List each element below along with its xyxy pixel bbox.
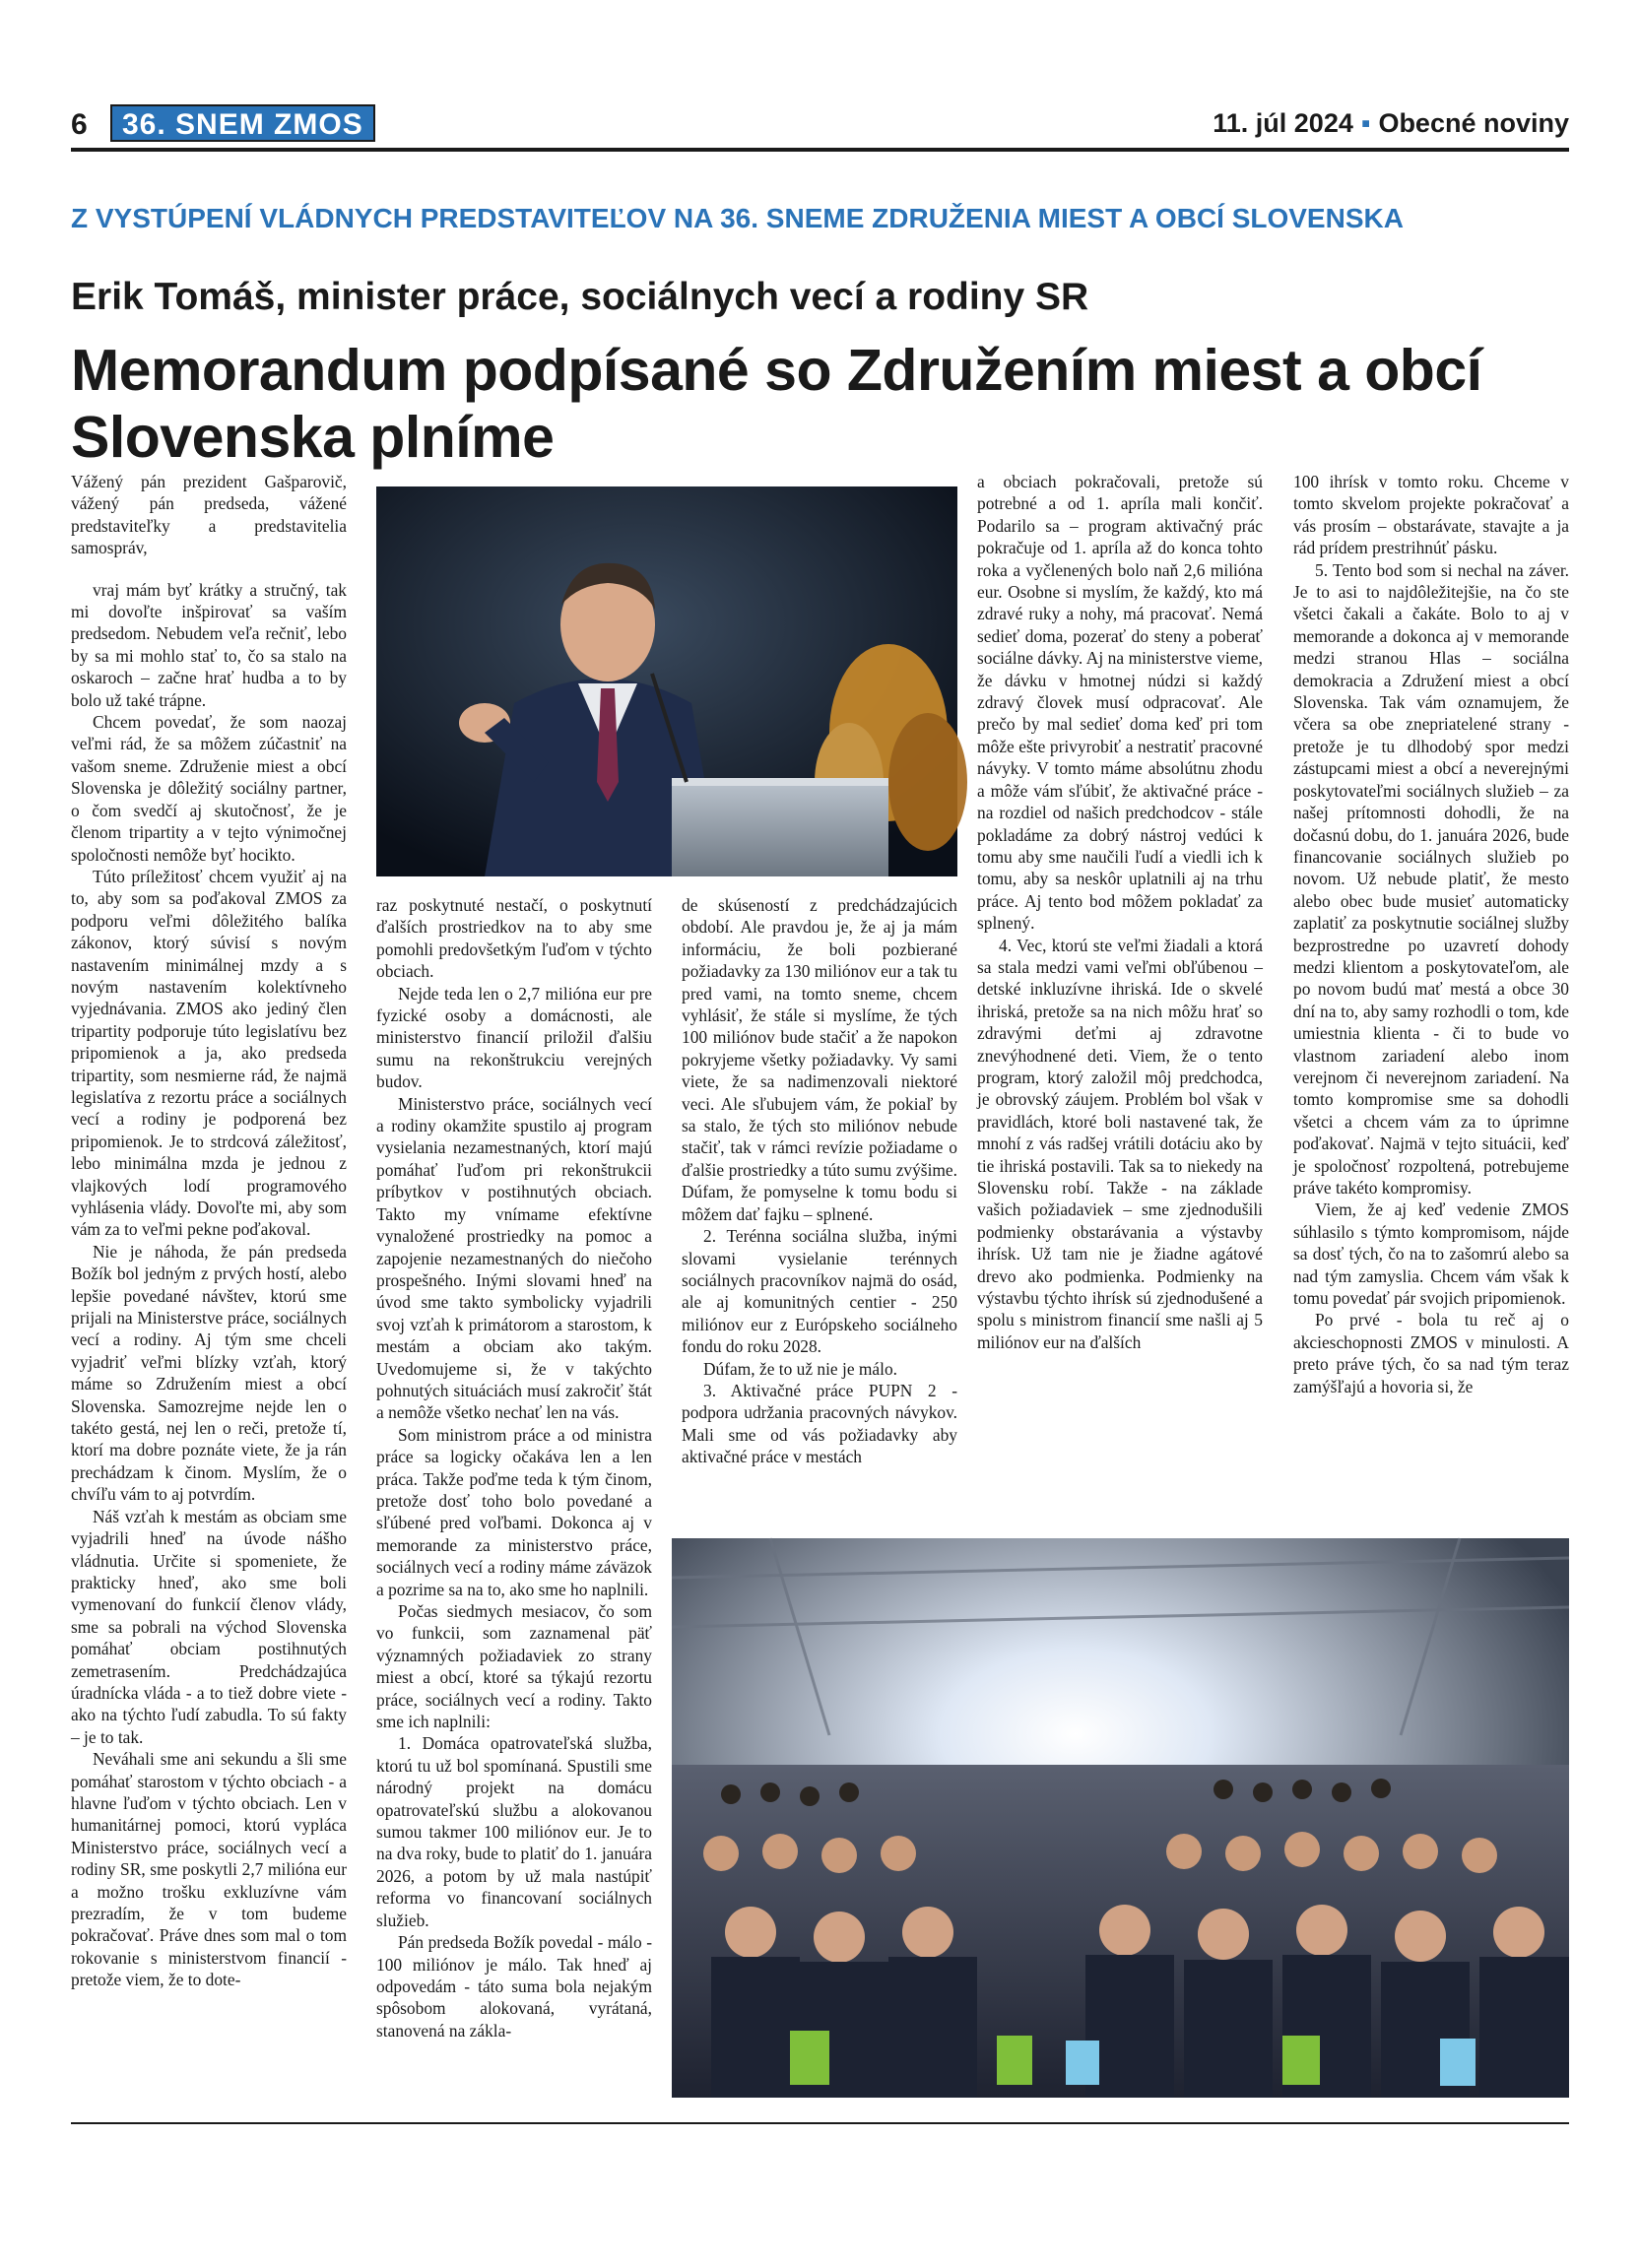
paragraph: raz poskytnuté nestačí, o poskytnutí ďalších prostriedkov na to aby sme pomohli predovšetkým ľuďom v týchto obciach. bbox=[376, 895, 652, 982]
paragraph: Som ministrom práce a od ministra práce sa logicky očakáva len a len práca. Takže poďme teda k tým činom, pretože dosť toho bolo povedané a sľúbené pred voľbami. Dokonca aj v memorande za ministerstvo práce, sociálnych vecí a rodiny máme záväzok a pozrime sa na to, ako sme ho naplnili. bbox=[376, 1424, 652, 1599]
paragraph: Nejde teda len o 2,7 milióna eur pre fyzické osoby a domácnosti, ale ministerstvo financií priložil ďalšiu sumu na rekonštrukciu verejných budov. bbox=[376, 983, 652, 1092]
issue-info bbox=[1213, 108, 1569, 139]
paragraph: Dúfam, že to už nie je málo. bbox=[703, 1358, 898, 1379]
column-3 bbox=[682, 894, 957, 1524]
article-kicker: Z VYSTÚPENÍ VLÁDNYCH PREDSTAVITEĽOV NA 36. SNEME ZDRUŽENIA MIEST A OBCÍ SLOVENSKA bbox=[71, 203, 1404, 233]
issue-date: 11. júl 2024 bbox=[1213, 108, 1353, 138]
paragraph: 1. Domáca opatrovateľská služba, ktorú tu už bol spomínaná. Spustili sme národný projekt na domácu opatrovateľskú službu a alokovanou sumou takmer 100 miliónov eur. Je to na dva roky, bude to platiť do 1. januára 2026, a potom by už mala nastúpiť reforma vo financovaní sociálnych služieb. bbox=[376, 1733, 652, 1930]
paragraph: 5. Tento bod som si nechal na záver. Je to asi to najdôležitejšie, na čo ste všetci čakali a čakáte. Bolo to aj v memorande a dokonca aj v memorande medzi stranou Hlas – sociálna demokracia a Združení miest a obcí Slovenska. Tak vám oznamujem, že včera sa obe znepriatelené strany - pretože je tu dlhodobý spor medzi zástupcami miest a obcí a neverejnými poskytovateľmi sociálnych služieb – za našej prítomnosti dohodli, že na dočasnú dobu, do 1. januára 2026, bude financovanie sociálnych služieb po novom. Už nebude platiť, že mesto alebo obec bude musieť automaticky zaplatiť za poskytnutie sociálnej služby bezprostredne po uzavretí dohody medzi klientom a poskytovateľom, ale po novom budú mať mestá a obce 30 dní na to, aby samy rozhodli o tom, kde umiestnia klienta - či to bude vo vlastnom zariadení alebo inom verejnom či neverejnom zariadení. Na tomto kompromise sme sa dohodli všetci a chcem vám za to úprimne poďakovať. Najmä v tejto situácii, keď je spoločnosť rozpoltená, potrebujeme práve takéto kompromisy. bbox=[1293, 559, 1569, 1198]
paragraph: Po prvé - bola tu reč aj o akcieschopnosti ZMOS v minulosti. A preto práve tých, čo sa nad tým teraz zamýšľajú a hovoria si, že bbox=[1293, 1310, 1569, 1396]
column-1 bbox=[71, 471, 347, 2096]
paragraph: Neváhali sme ani sekundu a šli sme pomáhať starostom v týchto obciach - a hlavne ľuďom v týchto obciach. Len v humanitárnej pomoci, ktorú vypláca Ministerstvo práce, sociálnych vecí a rodiny SR, sme poskytli 2,7 milióna eur a možno trošku exkluzívne vám prezradím, že v tom budeme pokračovať. Práve dnes som mal o tom rokovanie s ministerstvom financií - pretože viem, že to dote- bbox=[71, 1749, 347, 1990]
speaker-photo bbox=[376, 486, 957, 876]
paragraph: Počas siedmych mesiacov, čo som vo funkcii, som zaznamenal päť významných požiadaviek zo strany miest a obcí, ktoré sa týkajú rezortu práce, sociálnych vecí a rodiny. Takto sme ich naplnili: bbox=[376, 1601, 652, 1732]
separator-dot: ▪ bbox=[1360, 108, 1371, 138]
paragraph: vraj mám byť krátky a stručný, tak mi dovoľte inšpirovať sa vaším predsedom. Nebudem veľa rečniť, lebo by sa mi mohlo stať to, čo sa stalo na oskaroch – začne hrať hudba a to by bolo už také trápne. bbox=[71, 579, 347, 710]
paragraph: Náš vzťah k mestám as obciam sme vyjadrili hneď na úvode nášho vládnutia. Určite si spomeniete, že prakticky hneď, ako sme boli vymenovaní do funkcií členov vlády, sme sa pobrali na východ Slovenska pomáhať obciam postihnutých zemetrasením. Predchádzajúca úradnícka vláda - a to tiež dobre viete - ako na týchto ľudí zabudla. To sú fakty – je to tak. bbox=[71, 1506, 347, 1747]
header-rule bbox=[71, 148, 1569, 152]
article-headline: Memorandum podpísané so Združením miest a obcí Slovenska plníme bbox=[71, 338, 1482, 470]
column-2 bbox=[376, 894, 652, 2041]
publication-name: Obecné noviny bbox=[1378, 108, 1569, 138]
audience-photo bbox=[672, 1538, 1569, 2098]
paragraph: 100 ihrísk v tomto roku. Chceme v tomto skvelom projekte pokračovať a vás prosím – obstarávate, stavajte a ja rád prídem prestrihnúť pásku. bbox=[1293, 472, 1569, 558]
paragraph: 4. Vec, ktorú ste veľmi žiadali a ktorá sa stala medzi vami veľmi obľúbenou – detské inkluzívne ihriská. Ide o skvelé ihriská, pretože sa na nich môžu hrať so zdravými deťmi aj zdravotne znevýhodnené deti. Viem, že o tento program, ktorý založil môj predchodca, je obrovský záujem. Problém bol však v pravidlách, ktoré boli nastavené tak, že mnohí z vás radšej vrátili dotáciu ako by tie ihriská postavili. Tak sa to niekedy na Slovensku robí. Takže - na základe vašich požiadaviek – sme zjednodušili podmienky obstarávania a výstavby ihrísk. Už tam nie je žiadne agátové drevo ako podmienka. Podmienky na výstavbu týchto ihrísk sú zjednodušené a spolu s ministrom financií sme našli aj 5 miliónov eur na ďalších bbox=[977, 935, 1263, 1352]
paragraph: Chcem povedať, že som naozaj veľmi rád, že sa môžem zúčastniť na vašom sneme. Združenie miest a obcí Slovenska je dôležitý sociálny partner, o čom svedčí aj skutočnosť, že je členom tripartity a v tejto výnimočnej spoločnosti nemôže byť hocikto. bbox=[71, 712, 347, 865]
paragraph: 2. Terénna sociálna služba, inými slovami vysielanie terénnych sociálnych pracovníkov najmä do osád, ale aj komunitných centier - 250 miliónov eur z Európskeho sociálneho fondu do roku 2028. bbox=[682, 1226, 957, 1357]
paragraph: Vážený pán prezident Gašparovič, vážený pán predseda, vážené predstaviteľky a predstavitelia samospráv, bbox=[71, 472, 347, 558]
section-label: 36. SNEM ZMOS bbox=[110, 104, 375, 142]
paragraph: 3. Aktivačné práce PUPN 2 - podpora udržania pracovných návykov. Mali sme od vás požiadavky aby aktivačné práce v mestách bbox=[682, 1380, 957, 1467]
column-5 bbox=[1293, 471, 1569, 1524]
paragraph: Nie je náhoda, že pán predseda Božík bol jedným z prvých hostí, alebo lepšie povedané návštev, ktorú sme prijali na Ministerstve práce, sociálnych vecí a rodiny. Aj tým sme chceli vyjadriť veľmi blízky vzťah, ktorý máme so Združením miest a obcí Slovenska. Samozrejme nejde len o takéto gestá, nej len o reči, pretože tí, ktorí ma dobre poznáte viete, že ja rán prechádzam k činom. Myslím, že o chvíľu vám to aj potvrdím. bbox=[71, 1241, 347, 1505]
column-4 bbox=[977, 471, 1263, 1524]
paragraph: Pán predseda Božík povedal - málo - 100 miliónov je málo. Tak hneď aj odpovedám - táto suma bola nejakým spôsobom alokovaná, vyrátaná, stanovená na zákla- bbox=[376, 1932, 652, 2041]
paragraph: Túto príležitosť chcem využiť aj na to, aby som sa poďakoval ZMOS za podporu veľmi dôležitého balíka zákonov, ktorý súvisí s novým nastavením minimálnej mzdy a s novým nastavením kolektívneho vyjednávania. ZMOS ako jediný člen tripartity podporuje túto legislatívu bez pripomienok a ja, ako predseda tripartity, som nesmierne rád, že najmä legislatíva z rezortu práce a sociálnych vecí a rodiny je podporená bez pripomienok. Je to strdcová záležitosť, lebo minimálna mzda je jednou z vlajkových lodí programového vyhlásenia vlády. Dovoľte mi, aby som vám za to veľmi pekne poďakoval. bbox=[71, 866, 347, 1240]
page-number: 6 bbox=[71, 108, 88, 141]
footer-rule bbox=[71, 2122, 1569, 2124]
paragraph: de skúseností z predchádzajúcich období. Ale pravdou je, že aj ja mám informáciu, že boli pozbierané požiadavky za 130 miliónov eur a tak tu pred vami, na tomto sneme, chcem vyhlásiť, že stále si myslíme, že tých 100 miliónov bude stačiť a že napokon pokryjeme všetky požiadavky. Vy sami viete, že sa nadimenzovali niektoré veci. Ale sľubujem vám, že pokiaľ by sa stalo, že tých sto miliónov nebude stačiť, tak v rámci revízie požiadame o ďalšie prostriedky a túto sumu zvýšime. Dúfam, že pomyselne k tomu bodu si môžem dať fajku – splnené. bbox=[682, 895, 957, 1224]
paragraph: Ministerstvo práce, sociálnych vecí a rodiny okamžite spustilo aj program vysielania nezamestnaných, ktorí majú pomáhať ľuďom pri rekonštrukcii príbytkov v postihnutých obciach. Takto my vnímame efektívne vynaložené prostriedky na pomoc a zapojenie nezamestnaných do niečoho prospešného. Inými slovami hneď na úvod sme takto symbolicky vyjadrili svoj vzťah k primátorom a starostom, k mestám a obciam ako takým. Uvedomujeme si, že v takýchto pohnutých situáciách musí zakročiť štát a nemôže všetko nechať len na vás. bbox=[376, 1093, 652, 1423]
paragraph: a obciach pokračovali, pretože sú potrebné a od 1. apríla mali končiť. Podarilo sa – program aktivačný prác pokračuje od 1. apríla až do konca tohto roka a vyčlenených bolo naň 2,6 milióna eur. Osobne si myslím, že každý, kto má zdravé ruky a nohy, má pracovať. Nemá sedieť doma, pozerať do steny a poberať sociálne dávky. Aj na ministerstve vieme, že dávku v hmotnej núdzi si každý zdravý človek musí odpracovať. Ale prečo by mal sedieť doma keď pri tom môže ešte privyrobiť a nestratiť pracovné návyky. V tomto máme absolútnu zhodu a môže vám sľúbiť, že aktivačné práce - na rozdiel od našich predchodcov - stále pokladáme za dobrý nástroj vedúci k tomu aby sme naučili ľudí a viedli ich k tomu, aby sa neskôr uplatnili aj na trhu práce. Aj tento bod môžem pokladať za splnený. bbox=[977, 472, 1263, 934]
paragraph: Viem, že aj keď vedenie ZMOS súhlasilo s týmto kompromisom, nájde sa dosť tých, čo na to zašomrú alebo sa nad tým zamyslia. Chcem vám však k tomu povedať pár svojich pripomienok. bbox=[1293, 1199, 1569, 1309]
article-byline: Erik Tomáš, minister práce, sociálnych vecí a rodiny SR bbox=[71, 276, 1089, 318]
column-2-lower bbox=[376, 1524, 652, 2106]
